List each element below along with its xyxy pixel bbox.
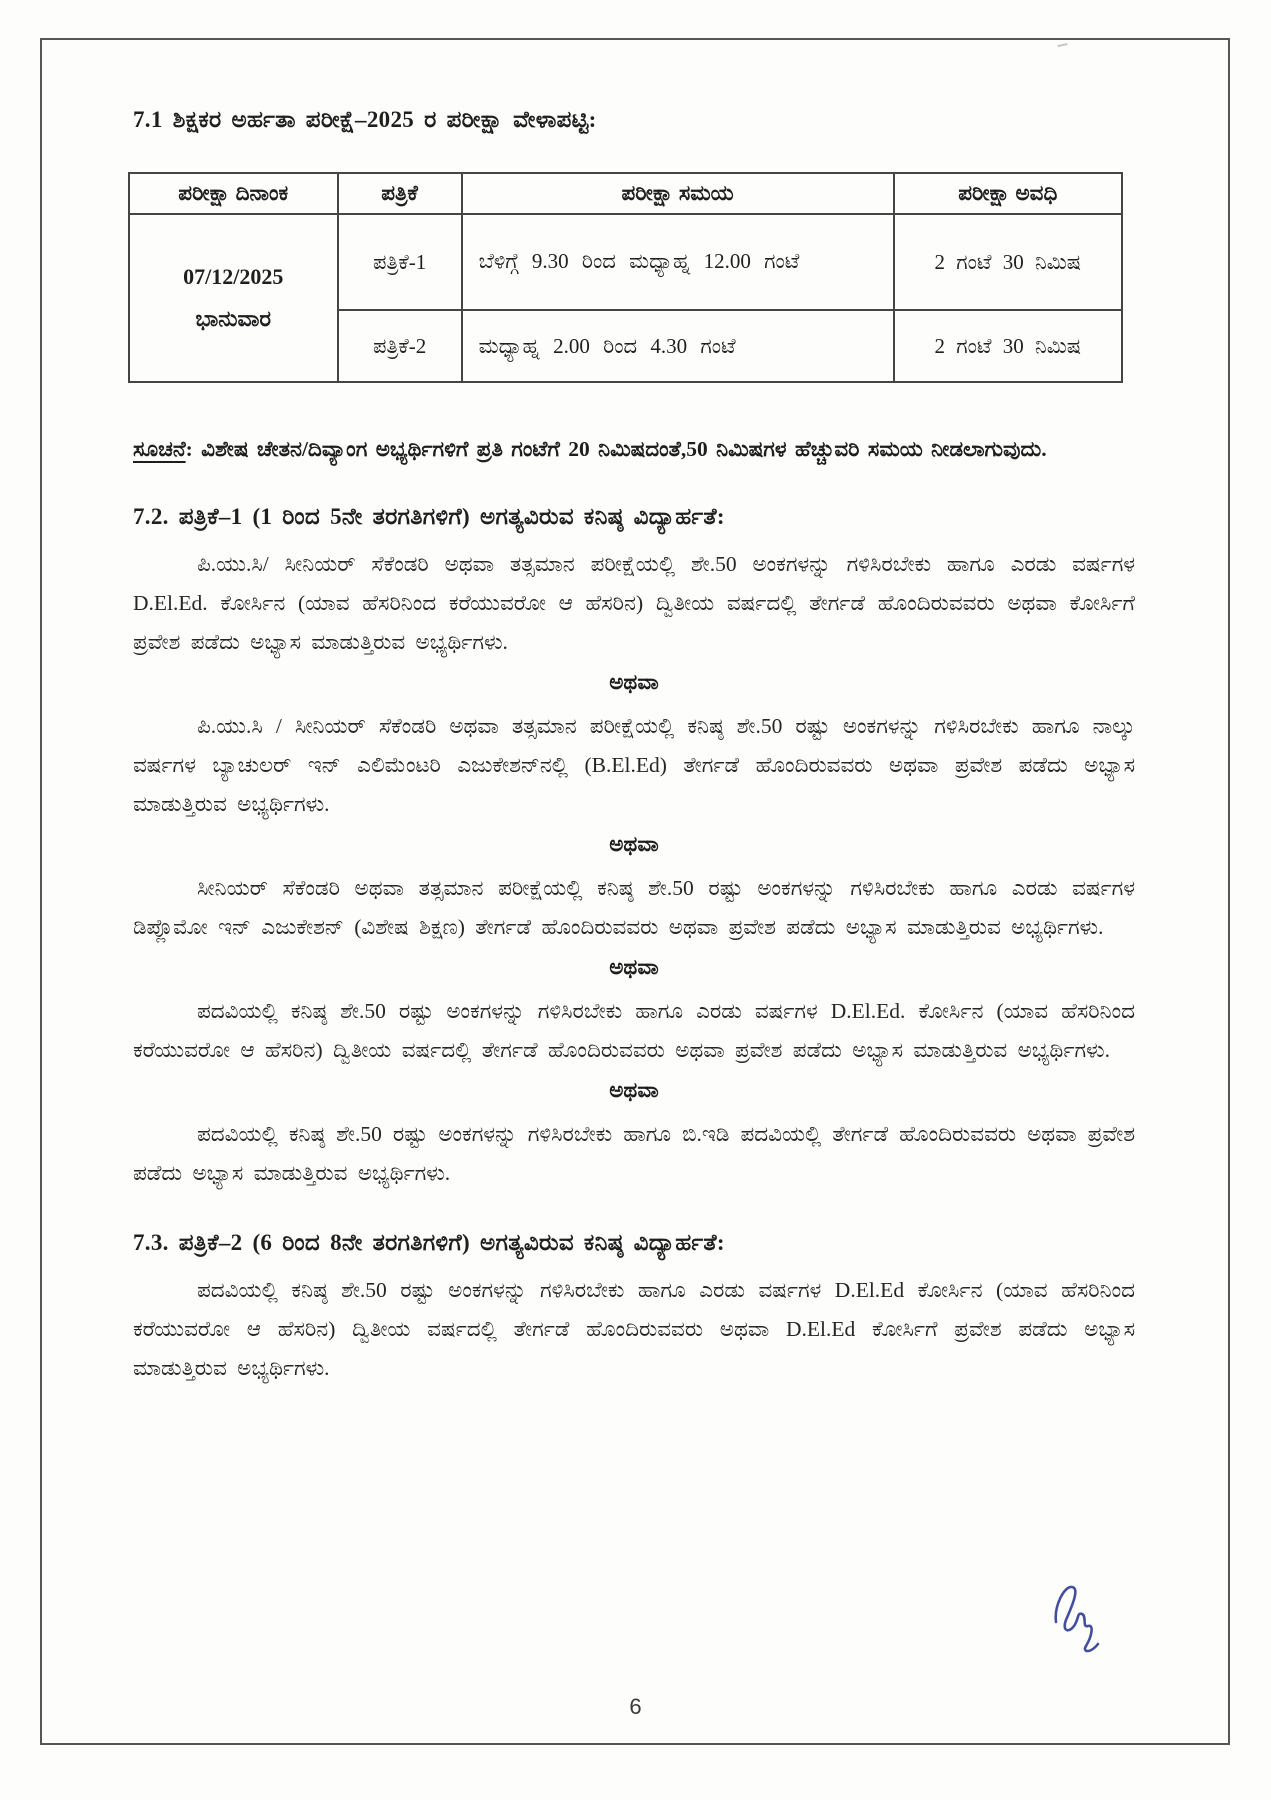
note-label: ಸೂಚನೆ [133, 437, 186, 461]
qualification-paragraph: ಪದವಿಯಲ್ಲಿ ಕನಿಷ್ಠ ಶೇ.50 ರಷ್ಟು ಅಂಕಗಳನ್ನು ಗಳಿಸಿರಬೇಕು ಹಾಗೂ ಎರಡು ವರ್ಷಗಳ D.El.Ed. ಕೋರ್ಸಿನ (ಯಾವ ಹೆಸರಿನಿಂದ ಕರೆಯುವರೋ ಆ ಹೆಸರಿನ) ದ್ವಿತೀಯ ವರ್ಷದಲ್ಲಿ ತೇರ್ಗಡೆ ಹೊಂದಿರುವವರು ಅಥವಾ ಪ್ರವೇಶ ಪಡೆದು ಅಭ್ಯಾಸ ಮಾಡುತ್ತಿರುವ ಅಭ್ಯರ್ಥಿಗಳು. [133, 999, 1135, 1062]
qualification-paragraph: ಪದವಿಯಲ್ಲಿ ಕನಿಷ್ಠ ಶೇ.50 ರಷ್ಟು ಅಂಕಗಳನ್ನು ಗಳಿಸಿರಬೇಕು ಹಾಗೂ ಎರಡು ವರ್ಷಗಳ D.El.Ed ಕೋರ್ಸಿನ (ಯಾವ ಹೆಸರಿನಿಂದ ಕರೆಯುವರೋ ಆ ಹೆಸರಿನ) ದ್ವಿತೀಯ ವರ್ಷದಲ್ಲಿ ತೇರ್ಗಡೆ ಹೊಂದಿರುವವರು ಅಥವಾ D.El.Ed ಕೋರ್ಸಿಗೆ ಪ್ರವೇಶ ಪಡೆದು ಅಭ್ಯಾಸ ಮಾಡುತ್ತಿರುವ ಅಭ್ಯರ್ಥಿಗಳು. [133, 1278, 1135, 1380]
table-row [129, 214, 1122, 310]
signature-stroke [1056, 1587, 1098, 1651]
or-separator: ಅಥವಾ [609, 670, 659, 694]
exam-date-cell [129, 214, 338, 382]
qualification-paragraph: ಪದವಿಯಲ್ಲಿ ಕನಿಷ್ಠ ಶೇ.50 ರಷ್ಟು ಅಂಕಗಳನ್ನು ಗಳಿಸಿರಬೇಕು ಹಾಗೂ ಬಿ.ಇಡಿ ಪದವಿಯಲ್ಲಿ ತೇರ್ಗಡೆ ಹೊಂದಿರುವವರು ಅಥವಾ ಪ್ರವೇಶ ಪಡೆದು ಅಭ್ಯಾಸ ಮಾಡುತ್ತಿರುವ ಅಭ್ಯರ್ಥಿಗಳು. [133, 1122, 1135, 1185]
column-header-exam-date: ಪರೀಕ್ಷಾ ದಿನಾಂಕ [129, 173, 338, 214]
section-7-2-heading: 7.2. ಪತ್ರಿಕೆ–1 (1 ರಿಂದ 5ನೇ ತರಗತಿಗಳಿಗೆ) ಅಗತ್ಯವಿರುವ ಕನಿಷ್ಠ ವಿದ್ಯಾರ್ಹತೆ: [133, 504, 725, 529]
signature-ink [1042, 1580, 1112, 1658]
qualification-paragraph: ಪಿ.ಯು.ಸಿ / ಸೀನಿಯರ್ ಸೆಕೆಂಡರಿ ಅಥವಾ ತತ್ಸಮಾನ ಪರೀಕ್ಷೆಯಲ್ಲಿ ಕನಿಷ್ಠ ಶೇ.50 ರಷ್ಟು ಅಂಕಗಳನ್ನು ಗಳಿಸಿರಬೇಕು ಹಾಗೂ ನಾಲ್ಕು ವರ್ಷಗಳ ಬ್ಯಾಚುಲರ್ ಇನ್ ಎಲಿಮೆಂಟರಿ ಎಜುಕೇಶನ್‌ನಲ್ಲಿ (B.El.Ed) ತೇರ್ಗಡೆ ಹೊಂದಿರುವವರು ಅಥವಾ ಪ್ರವೇಶ ಪಡೆದು ಅಭ್ಯಾಸ ಮಾಡುತ್ತಿರುವ ಅಭ್ಯರ್ಥಿಗಳು. [133, 714, 1135, 816]
paper-1-time-cell: ಬೆಳಿಗ್ಗೆ 9.30 ರಿಂದ ಮಧ್ಯಾಹ್ನ 12.00 ಗಂಟೆ [462, 214, 894, 310]
section-7-3-heading: 7.3. ಪತ್ರಿಕೆ–2 (6 ರಿಂದ 8ನೇ ತರಗತಿಗಳಿಗೆ) ಅಗತ್ಯವಿರುವ ಕನಿಷ್ಠ ವಿದ್ಯಾರ್ಹತೆ: [133, 1230, 725, 1255]
qualification-paragraph: ಪಿ.ಯು.ಸಿ/ ಸೀನಿಯರ್ ಸೆಕೆಂಡರಿ ಅಥವಾ ತತ್ಸಮಾನ ಪರೀಕ್ಷೆಯಲ್ಲಿ ಶೇ.50 ಅಂಕಗಳನ್ನು ಗಳಿಸಿರಬೇಕು ಹಾಗೂ ಎರಡು ವರ್ಷಗಳ D.El.Ed. ಕೋರ್ಸಿನ (ಯಾವ ಹೆಸರಿನಿಂದ ಕರೆಯುವರೋ ಆ ಹೆಸರಿನ) ದ್ವಿತೀಯ ವರ್ಷದಲ್ಲಿ ತೇರ್ಗಡೆ ಹೊಂದಿರುವವರು ಅಥವಾ ಕೋರ್ಸಿಗೆ ಪ್ರವೇಶ ಪಡೆದು ಅಭ್ಯಾಸ ಮಾಡುತ್ತಿರುವ ಅಭ್ಯರ್ಥಿಗಳು. [133, 552, 1135, 654]
exam-date: 07/12/2025 [183, 264, 284, 289]
exam-day: ಭಾನುವಾರ [195, 306, 272, 331]
document-content [133, 104, 1135, 1388]
section-7-1-heading: 7.1 ಶಿಕ್ಷಕರ ಅರ್ಹತಾ ಪರೀಕ್ಷೆ–2025 ರ ಪರೀಕ್ಷಾ ವೇಳಾಪಟ್ಟಿ: [133, 107, 597, 132]
table-header-row [129, 173, 1122, 214]
or-separator: ಅಥವಾ [609, 832, 659, 856]
qualification-paragraph: ಸೀನಿಯರ್ ಸೆಕೆಂಡರಿ ಅಥವಾ ತತ್ಸಮಾನ ಪರೀಕ್ಷೆಯಲ್ಲಿ ಕನಿಷ್ಠ ಶೇ.50 ರಷ್ಟು ಅಂಕಗಳನ್ನು ಗಳಿಸಿರಬೇಕು ಹಾಗೂ ಎರಡು ವರ್ಷಗಳ ಡಿಪ್ಲೊಮೋ ಇನ್ ಎಜುಕೇಶನ್ (ವಿಶೇಷ ಶಿಕ್ಷಣ) ತೇರ್ಗಡೆ ಹೊಂದಿರುವವರು ಅಥವಾ ಪ್ರವೇಶ ಪಡೆದು ಅಭ್ಯಾಸ ಮಾಡುತ್ತಿರುವ ಅಭ್ಯರ್ಥಿಗಳು. [133, 876, 1135, 939]
page-number: 6 [629, 1694, 642, 1719]
paper-2-duration-cell: 2 ಗಂಟೆ 30 ನಿಮಿಷ [894, 310, 1122, 382]
paper-1-duration-cell: 2 ಗಂಟೆ 30 ನಿಮಿಷ [894, 214, 1122, 310]
note-text: : ವಿಶೇಷ ಚೇತನ/ದಿವ್ಯಾಂಗ ಅಭ್ಯರ್ಥಿಗಳಿಗೆ ಪ್ರತಿ ಗಂಟೆಗೆ 20 ನಿಮಿಷದಂತೆ,50 ನಿಮಿಷಗಳ ಹೆಚ್ಚುವರಿ ಸಮಯ ನೀಡಲಾಗುವುದು. [185, 437, 1047, 461]
paper-2-time-cell: ಮಧ್ಯಾಹ್ನ 2.00 ರಿಂದ 4.30 ಗಂಟೆ [462, 310, 894, 382]
special-needs-note [133, 427, 1135, 471]
column-header-paper: ಪತ್ರಿಕೆ [338, 173, 462, 214]
paper-1-cell: ಪತ್ರಿಕೆ-1 [338, 214, 462, 310]
paper-2-cell: ಪತ್ರಿಕೆ-2 [338, 310, 462, 382]
or-separator: ಅಥವಾ [609, 955, 659, 979]
exam-schedule-table [128, 172, 1123, 383]
column-header-exam-time: ಪರೀಕ್ಷಾ ಸಮಯ [462, 173, 894, 214]
or-separator: ಅಥವಾ [609, 1078, 659, 1102]
column-header-exam-duration: ಪರೀಕ್ಷಾ ಅವಧಿ [894, 173, 1122, 214]
